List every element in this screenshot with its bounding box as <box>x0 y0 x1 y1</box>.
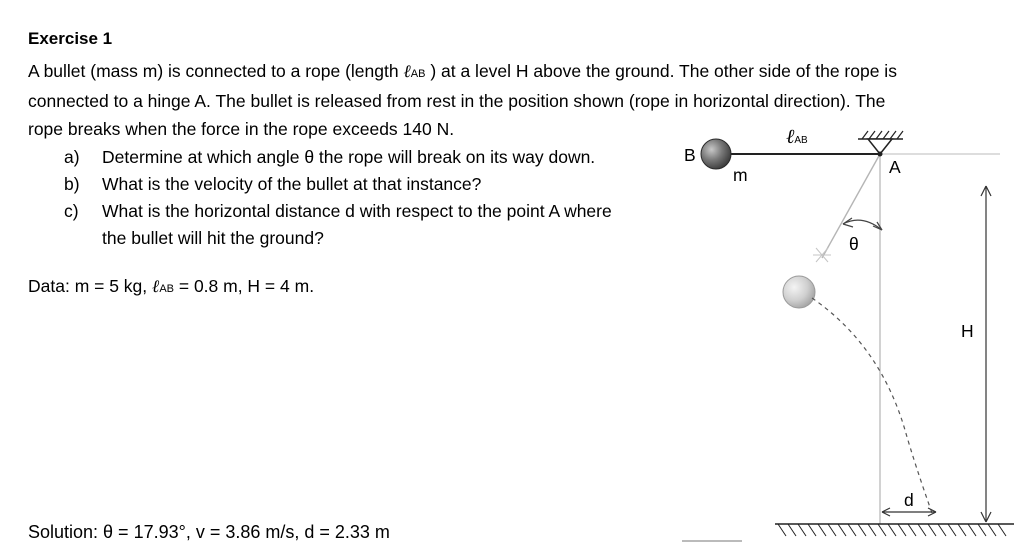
height-h-dimension <box>981 186 991 522</box>
label-theta: θ <box>849 234 859 254</box>
label-d: d <box>904 490 914 510</box>
label-rope-length <box>786 124 808 149</box>
problem-text-end: ) at a level H above the ground. The other side of the rope is <box>425 61 897 81</box>
data-length-subscript: AB <box>159 283 174 295</box>
label-h: H <box>961 321 974 341</box>
length-symbol: ℓ <box>403 62 411 82</box>
item-b-text: What is the velocity of the bullet at that instance? <box>102 174 482 194</box>
item-a-text: Determine at which angle θ the rope will break on its way down. <box>102 147 596 167</box>
theta-angle-arc <box>843 218 882 230</box>
hinge-support <box>858 131 903 157</box>
trajectory-path <box>812 298 932 513</box>
item-b-marker: b) <box>64 174 80 194</box>
problem-line-2: connected to a hinge A. The bullet is released from rest in the position shown (rope in horizontal direction). The <box>28 91 886 111</box>
data-prefix: Data: m = 5 kg, <box>28 276 153 296</box>
item-c-text: What is the horizontal distance d with respect to the point A where <box>102 201 612 221</box>
item-a-marker: a) <box>64 147 80 167</box>
ground <box>682 524 1014 541</box>
rope-length-subscript: AB <box>794 135 808 146</box>
item-c-marker: c) <box>64 201 79 221</box>
solution-line: Solution: θ = 17.93°, v = 3.86 m/s, d = 2.33 m <box>28 522 390 542</box>
data-length-symbol: ℓ <box>152 277 160 297</box>
bullet-released <box>783 276 815 308</box>
rope-break-mark <box>813 248 831 262</box>
label-a: A <box>889 157 901 177</box>
problem-line-3: rope breaks when the force in the rope exceeds 140 N. <box>28 119 455 139</box>
data-rest: = 0.8 m, H = 4 m. <box>174 276 315 296</box>
label-m: m <box>733 165 748 185</box>
length-subscript: AB <box>410 68 426 80</box>
problem-text: A bullet (mass m) is connected to a rope (length <box>28 61 404 81</box>
rope-length-symbol: ℓ <box>786 124 795 148</box>
bullet-initial <box>701 139 731 169</box>
label-b: B <box>684 145 696 165</box>
exercise-title: Exercise 1 <box>28 29 113 48</box>
item-c-text-line2: the bullet will hit the ground? <box>102 228 324 248</box>
